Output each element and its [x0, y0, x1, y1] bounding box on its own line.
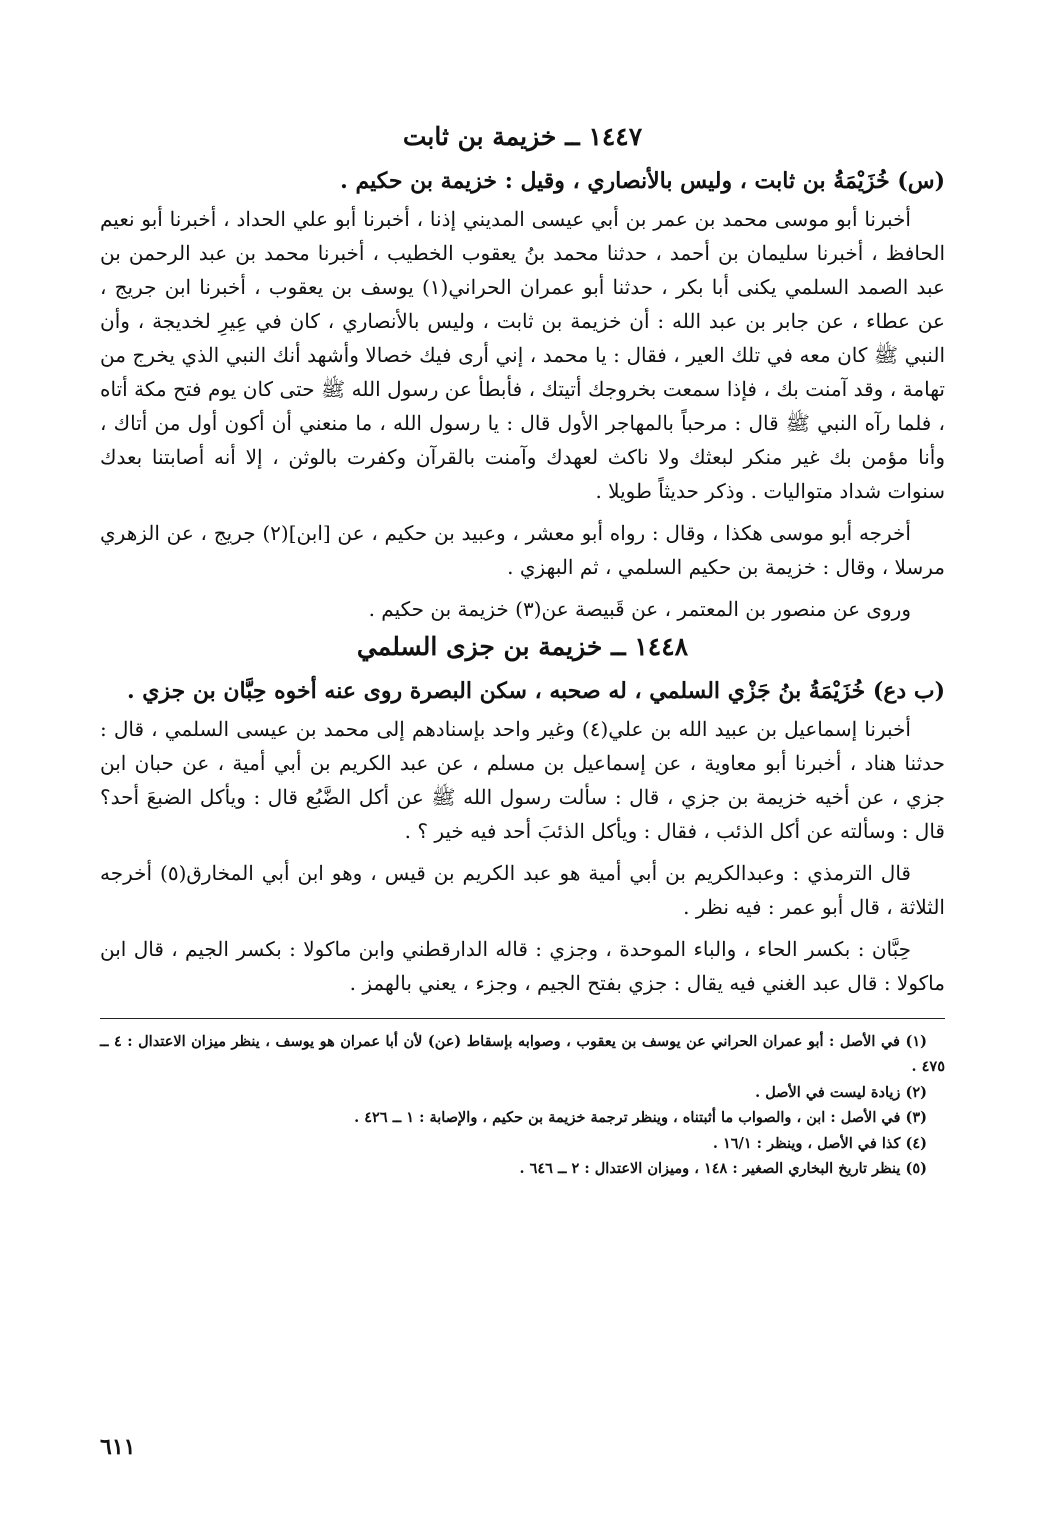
entry-1448-paragraph-2: قال الترمذي : وعبدالكريم بن أبي أمية هو عبد الكريم بن قيس ، وهو ابن أبي المخارق(٥) أخرجه الثلاثة ، قال أبو عمر : فيه نظر . — [100, 861, 945, 919]
entry-1448-paragraph-1: أخبرنا إسماعيل بن عبيد الله بن علي(٤) وغير واحد بإسنادهم إلى محمد بن عيسى السلمي ، قال : حدثنا هناد ، أخبرنا أبو معاوية ، عن إسماعيل بن مسلم ، عن عبد الكريم بن أبي أمية ، عن حبان ابن جزي ، عن أخيه خزيمة بن جزي ، قال : سألت رسول الله ﷺ عن أكل الضَّبُع قال : ويأكل الضبعَ أحد؟ قال : وسألته عن أكل الذئب ، فقال : ويأكل الذئبَ أحد فيه خير ؟ . — [100, 717, 945, 843]
entry-1448 — [100, 628, 945, 1000]
entry-1447 — [100, 118, 945, 626]
page-number: ٦١١ — [100, 1434, 136, 1460]
entry-1448-paragraph-3: حِبَّان : بكسر الحاء ، والباء الموحدة ، وجزي : قاله الدارقطني وابن ماكولا : بكسر الجيم ، قال ابن ماكولا : قال عبد الغني فيه يقال : جزي بفتح الجيم ، وجزء ، يعني بالهمز . — [100, 937, 945, 995]
footnotes — [100, 1029, 945, 1181]
entry-1448-lead: (ب دع) خُزَيْمَةُ بنُ جَزْي السلمي ، له صحبه ، سكن البصرة روى عنه أخوه حِبَّان بن جزي . — [126, 677, 945, 704]
footnote-1: (١) في الأصل : أبو عمران الحراني عن يوسف بن يعقوب ، وصوابه بإسقاط (عن) لأن أبا عمران هو يوسف ، ينظر ميزان الاعتدال : ٤ ــ ٤٧٥ . — [100, 1033, 945, 1076]
book-page — [100, 118, 945, 1181]
footnote-2: (٢) زيادة ليست في الأصل . — [755, 1083, 927, 1101]
footnote-5: (٥) ينظر تاريخ البخاري الصغير : ١٤٨ ، وميزان الاعتدال : ٢ ــ ٦٤٦ . — [519, 1159, 927, 1177]
entry-1448-title: ١٤٤٨ ــ خزيمة بن جزى السلمي — [356, 632, 689, 661]
entry-1447-paragraph-1: أخبرنا أبو موسى محمد بن عمر بن أبي عيسى المديني إذنا ، أخبرنا أبو علي الحداد ، أخبرنا أبو نعيم الحافظ ، أخبرنا سليمان بن أحمد ، حدثنا محمد بنُ يعقوب الخطيب ، أخبرنا محمد بن عبد الرحمن بن عبد الصمد السلمي يكنى أبا بكر ، حدثنا أبو عمران الحراني(١) يوسف بن يعقوب ، أخبرنا ابن جريج ، عن عطاء ، عن جابر بن عبد الله : أن خزيمة بن ثابت ، وليس بالأنصاري ، كان في عِيرِ لخديجة ، وأن النبي ﷺ كان معه في تلك العير ، فقال : يا محمد ، إني أرى فيك خصالا وأشهد أنك النبي الذي يخرج من تهامة ، وقد آمنت بك ، فإذا سمعت بخروجك أتيتك ، فأبطأ عن رسول الله ﷺ حتى كان يوم فتح مكة أتاه ، فلما رآه النبي ﷺ قال : مرحباً بالمهاجر الأول قال : يا رسول الله ، ما منعني أن أكون أول من أتاك ، وأنا مؤمن بك غير منكر لبعثك ولا ناكث لعهدك وآمنت بالقرآن وكفرت بالوثن ، إلا أنه أصابتنا بعدك سنوات شداد متواليات . وذكر حديثاً طويلا . — [100, 207, 945, 503]
entry-1447-paragraph-3: وروى عن منصور بن المعتمر ، عن قَبيصة عن(٣) خزيمة بن حكيم . — [368, 597, 911, 621]
entry-1447-paragraph-2: أخرجه أبو موسى هكذا ، وقال : رواه أبو معشر ، وعبيد بن حكيم ، عن [ابن](٢) جريج ، عن الزهري مرسلا ، وقال : خزيمة بن حكيم السلمي ، ثم البهزي . — [100, 521, 945, 579]
entry-1447-title: ١٤٤٧ ــ خزيمة بن ثابت — [402, 122, 643, 151]
footnote-3: (٣) في الأصل : ابن ، والصواب ما أثبتناه ، وينظر ترجمة خزيمة بن حكيم ، والإصابة : ١ ــ ٤٢٦ . — [354, 1109, 927, 1127]
footnote-divider — [100, 1018, 945, 1019]
footnote-4: (٤) كذا في الأصل ، وينظر : ١٦/١ . — [712, 1134, 927, 1152]
entry-1447-lead: (س) خُزَيْمَةُ بن ثابت ، وليس بالأنصاري ، وقيل : خزيمة بن حكيم . — [340, 167, 945, 194]
